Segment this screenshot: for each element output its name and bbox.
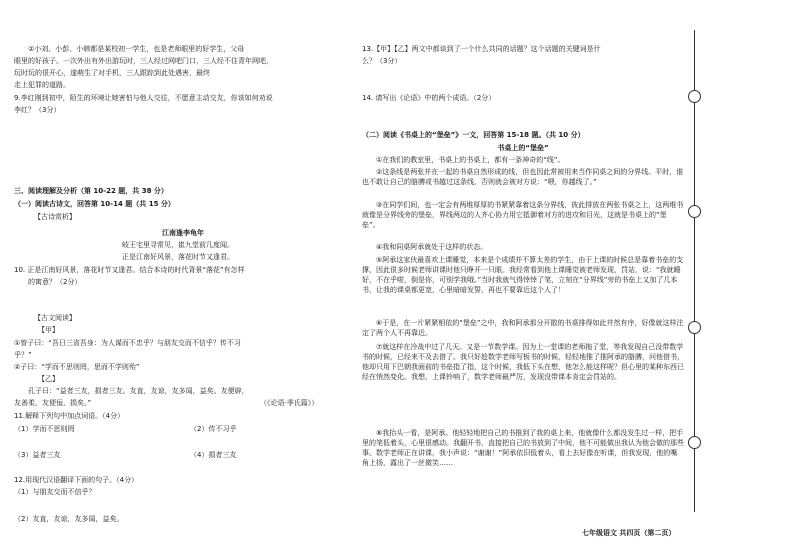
binding-hole-icon (688, 321, 701, 334)
poem-line-1: 岐王宅里寻常见，崔九堂前几度闻。 (122, 241, 234, 249)
essay-paragraph-8: ⑧我抬头一看，是阿承。他轻轻地把自己的书推到了我的桌上来，他就像什么都没发生过一样，把手里的笔低着头，心里很感动。我翻开书，直接把自己的书放到了中间，他不可能做出我认为他会做的那些事。数学老师正在讲课，我小声说：“谢谢！”阿承依旧低着头，看上去好像在听课，但我发现，他的嘴角上扬，露出了一丝微笑…… (362, 429, 684, 467)
jia-line-2: 乎？” (14, 351, 32, 359)
yi-line-1: 孔子曰：“益者三友，损者三友。友直，友谅，友多闻，益矣。友便辟， (28, 387, 249, 395)
binding-hole-icon (688, 205, 701, 218)
q13-line-2: 么？（3分） (362, 57, 402, 65)
yi-source: （《论语·季氏篇》） (260, 399, 319, 407)
poem-title: 江南逢李龟年 (162, 229, 204, 237)
part-1-heading: （一）阅读古诗文，回答第 10-14 题（共 15 分） (14, 200, 175, 208)
q8-line-3: 玩时玩的很开心，遂萌生了对手机，三人跟踪到此处遇害，最终 (14, 69, 210, 77)
essay-paragraph-2: ②这条线是两张并在一起的书桌自然形成的线，但也因此常被用来当作同桌之间的分界线。平时，谁也不敢让自己的胳膊或书越过这条线，否则就会被对方说：“喂，你越线了。” (362, 168, 684, 186)
ancient-text-tag: 【古文阅读】 (34, 314, 76, 322)
poem-line-2: 正是江南好风景，落花时节又逢君。 (122, 253, 234, 261)
q14: 14. 请写出《论语》中的两个成语。（2分） (362, 94, 496, 102)
jia-line-1: ①曾子曰：“吾日三省吾身：为人谋而不忠乎？与朋友交而不信乎？传不习 (14, 339, 241, 347)
essay-paragraph-7: ⑦就这样在冷战中过了几天。又是一节数学课。因为上一堂课的老师拖了堂，等我发现自己没带数学书的时候，已经来不及去借了。我只好趁数学老师写板书的时候，轻轻地推了推阿承的胳膊，问他借书，他却只用下巴朝我面前的书垒指了指，这个时候，我低下头在想，他怎么能这样呢？但心里的某种东西已经在悄然变化。我想，上课铃响了，数学老师最严厉，发现没带课本肯定会罚站的。 (362, 343, 684, 381)
part-2-heading: （二）阅读《书桌上的“堡垒”》一文，回答第 15-18 题。（共 10 分） (362, 131, 585, 139)
q13-line-1: 13.【甲】【乙】两文中都谈到了一个什么共同的话题？这个话题的关键词是什 (362, 45, 601, 53)
essay-paragraph-6: ⑥于是，在一片紧紧相依的“堡垒”之中，我和阿承那分开散的书桌排得如此井然有序，好像就这样注定了两个人不再靠近。 (362, 319, 684, 337)
yi-line-2: 友善柔，友便佞，损矣。” (14, 399, 92, 407)
q8-line-1: ②小刘、小彭、小韩都是某校初一学生，也是老师眼里的好学生，父母 (28, 45, 245, 53)
section-3-heading: 三、阅读理解及分析（第 10-22 题，共 38 分） (14, 187, 168, 195)
binding-hole-icon (688, 436, 701, 449)
binding-hole-icon (688, 90, 701, 103)
q10-line-1: 10. 正是江南好风景，落花时节又逢君。结合本诗的时代背景“落花”有怎样 (14, 266, 245, 274)
yi-tag: 【乙】 (38, 375, 59, 383)
q9-line-1: 9.李红刚到初中，陌生的环境让她害怕与他人交往，不愿意主动交友，你该如何劝说 (14, 94, 273, 102)
essay-paragraph-4: ④我和同桌阿承就处于这样的状态。 (376, 243, 488, 251)
q9-line-2: 李红？（3分） (14, 106, 61, 114)
q11-item-1: （1）学而不思则罔 (14, 425, 75, 433)
essay-paragraph-5: ⑤阿承这家伙最喜欢上课睡觉，本来是个成绩并不算太差的学生，由于上课的时候总是靠着书垒的支撑，因此很多时候老师讲课时他只睁开一只眼。我经常看到他上课睡觉被老师发现，罚站，说：“我就睡好，不在乎啦，倒是你，可别学我哦。”当时我就气得悻悻了笔，立刻在“分界线”旁的书垒上又加了几本书，让我的课桌都更宽，心里暗暗发誓，再也不要靠近这个人了！ (362, 256, 684, 294)
page-footer: 七年级语文 共四页（第二页） (582, 529, 676, 537)
poem-tag: 【古诗赏析】 (34, 213, 76, 221)
jia-tag: 【甲】 (38, 326, 59, 334)
q12-item-2: （2）友直，友谅，友多闻，益矣。 (14, 515, 124, 523)
q11-item-4: （4）损者三友 (190, 451, 237, 459)
essay-title: 书桌上的“堡垒” (497, 144, 549, 152)
q12-item-1: （1）与朋友交而不信乎？ (14, 488, 96, 496)
q11-item-2: （2）传不习乎 (190, 425, 237, 433)
q11-heading: 11.解释下列句中加点词语。（4分） (14, 412, 125, 420)
q11-item-3: （3）益者三友 (14, 451, 61, 459)
jia-line-3: ②子曰：“学而不思则罔，思而不学则殆” (14, 363, 140, 371)
q8-line-4: 走上犯罪的道路。 (14, 81, 70, 89)
q12-heading: 12.用现代汉语翻译下面的句子。（4分） (14, 476, 139, 484)
essay-paragraph-1: ①在我们的教室里，书桌上的书桌上，都有一条神奇的“线”。 (376, 156, 565, 164)
q8-line-2: 眼里的好孩子。一次外出有外出游玩时，三人经过网吧门口，三人经不住青年网吧， (14, 57, 273, 65)
q10-line-2: 的寓意？（2分） (28, 278, 82, 286)
essay-paragraph-3: ③在同学们间，也一定会有两堆厚厚的书紧紧靠着这条分界线，彼此排放在两张书桌之上，这两堆书就像是分界线旁的堡垒，界线两边的人齐心协力用它抵御着对方的进攻和目光，这就是书桌上的“堡垒”。 (362, 201, 684, 229)
